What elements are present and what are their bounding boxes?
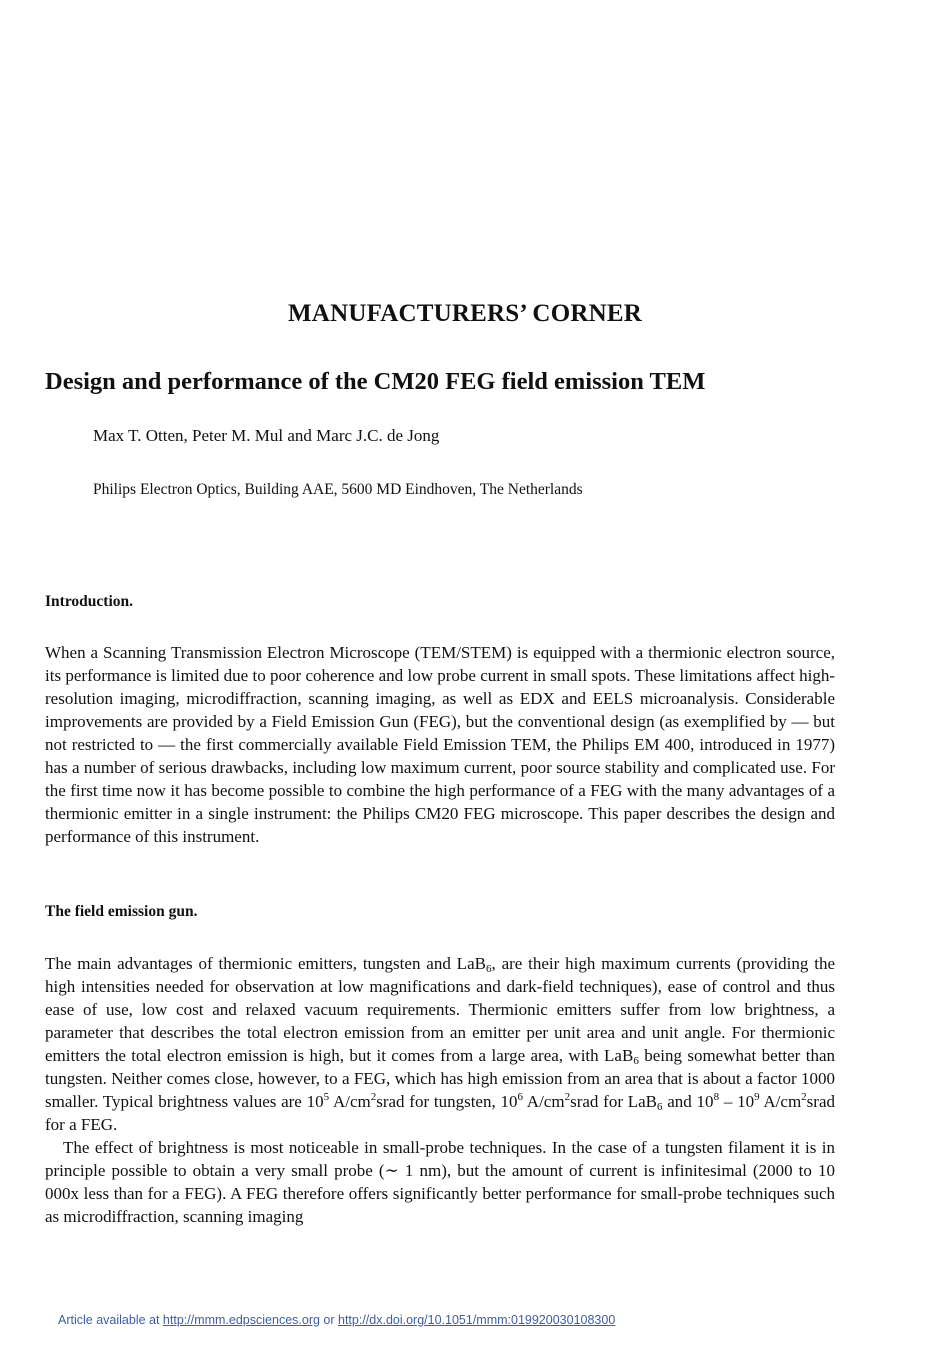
feg-heading: The field emission gun. (45, 903, 198, 920)
superscript: 8 (713, 1091, 720, 1103)
superscript: 9 (754, 1091, 760, 1103)
subscript: 6 (485, 963, 492, 975)
doi-link[interactable]: http://dx.doi.org/10.1051/mmm:019920030108300 (338, 1313, 616, 1327)
subscript: 6 (657, 1101, 663, 1113)
intro-heading: Introduction. (45, 593, 133, 610)
intro-text: When a Scanning Transmission Electron Microscope (TEM/STEM) is equipped with a thermionic electron source, its performance is limited due to poor coherence and low probe current in small spots. These limitations affect high-resolution imaging, microdiffraction, scanning imaging, as well as EDX and EELS microanalysis. Considerable improvements are provided by a Field Emission Gun (FEG), but the conventional design (as exemplified by — but not restricted to — the first commercially available Field Emission TEM, the Philips EM 400, introduced in 1977) has a number of serious drawbacks, including low maximum current, poor source stability and complicated use. For the first time now it has become possible to combine the high performance of a FEG with the many advantages of a thermionic emitter in a single instrument: the Philips CM20 FEG microscope. This paper describes the design and performance of this instrument. (45, 643, 835, 846)
feg-text: , are their high maximum currents (providing the high intensities needed for observation at low magnifications and dark-field techniques), ease of control and thus ease of use, low cost and relaxed vacuum requirements. Thermionic emitters suffer from low brightness, a parameter that describes the total electron emission from an emitter per unit area and unit angle. For thermionic emitters the total electron emission is high, but it comes from a large area, with LaB (45, 954, 836, 1065)
superscript: 5 (323, 1091, 330, 1103)
feg-paragraph-1 (45, 952, 835, 1136)
article-title: Design and performance of the CM20 FEG field emission TEM (45, 368, 706, 395)
feg-text: srad for a FEG. (45, 1092, 835, 1134)
feg-text: The main advantages of thermionic emitters, tungsten and LaB (45, 954, 486, 973)
superscript: 2 (801, 1091, 807, 1103)
feg-text: srad for tungsten, 10 (376, 1092, 518, 1111)
feg-text: A/cm (759, 1092, 802, 1111)
feg-text: A/cm (522, 1092, 565, 1111)
feg-text: and 10 (662, 1092, 714, 1111)
superscript: 2 (370, 1091, 377, 1103)
feg-text: A/cm (329, 1092, 371, 1111)
section-heading: MANUFACTURERS’ CORNER (288, 300, 642, 327)
footer-middle: or (319, 1313, 338, 1327)
feg-paragraphs (45, 952, 835, 1228)
feg-text: srad for LaB (570, 1092, 657, 1111)
feg-text: being somewhat better than tungsten. Neither comes close, however, to a FEG, which has high emission from an area that is about a factor 1000 smaller. Typical brightness values are 10 (45, 1046, 835, 1111)
feg-text: – 10 (719, 1092, 755, 1111)
subscript: 6 (633, 1055, 639, 1067)
journal-link[interactable]: http://mmm.edpsciences.org (162, 1313, 320, 1327)
footer-availability (58, 1313, 615, 1327)
affiliation: Philips Electron Optics, Building AAE, 5600 MD Eindhoven, The Netherlands (93, 481, 583, 498)
superscript: 2 (564, 1091, 571, 1103)
authors: Max T. Otten, Peter M. Mul and Marc J.C. de Jong (93, 426, 440, 445)
superscript: 6 (517, 1091, 523, 1103)
intro-paragraph (45, 641, 835, 848)
feg-paragraph-2: The effect of brightness is most noticeable in small-probe techniques. In the case of a tungsten filament it is in principle possible to obtain a very small probe (∼ 1 nm), but the amount of current is infinitesimal (2000 to 10 000x less than for a FEG). A FEG therefore offers significantly better performance for small-probe techniques such as microdiffraction, scanning imaging (45, 1138, 835, 1226)
footer-prefix: Article available at (58, 1313, 163, 1327)
